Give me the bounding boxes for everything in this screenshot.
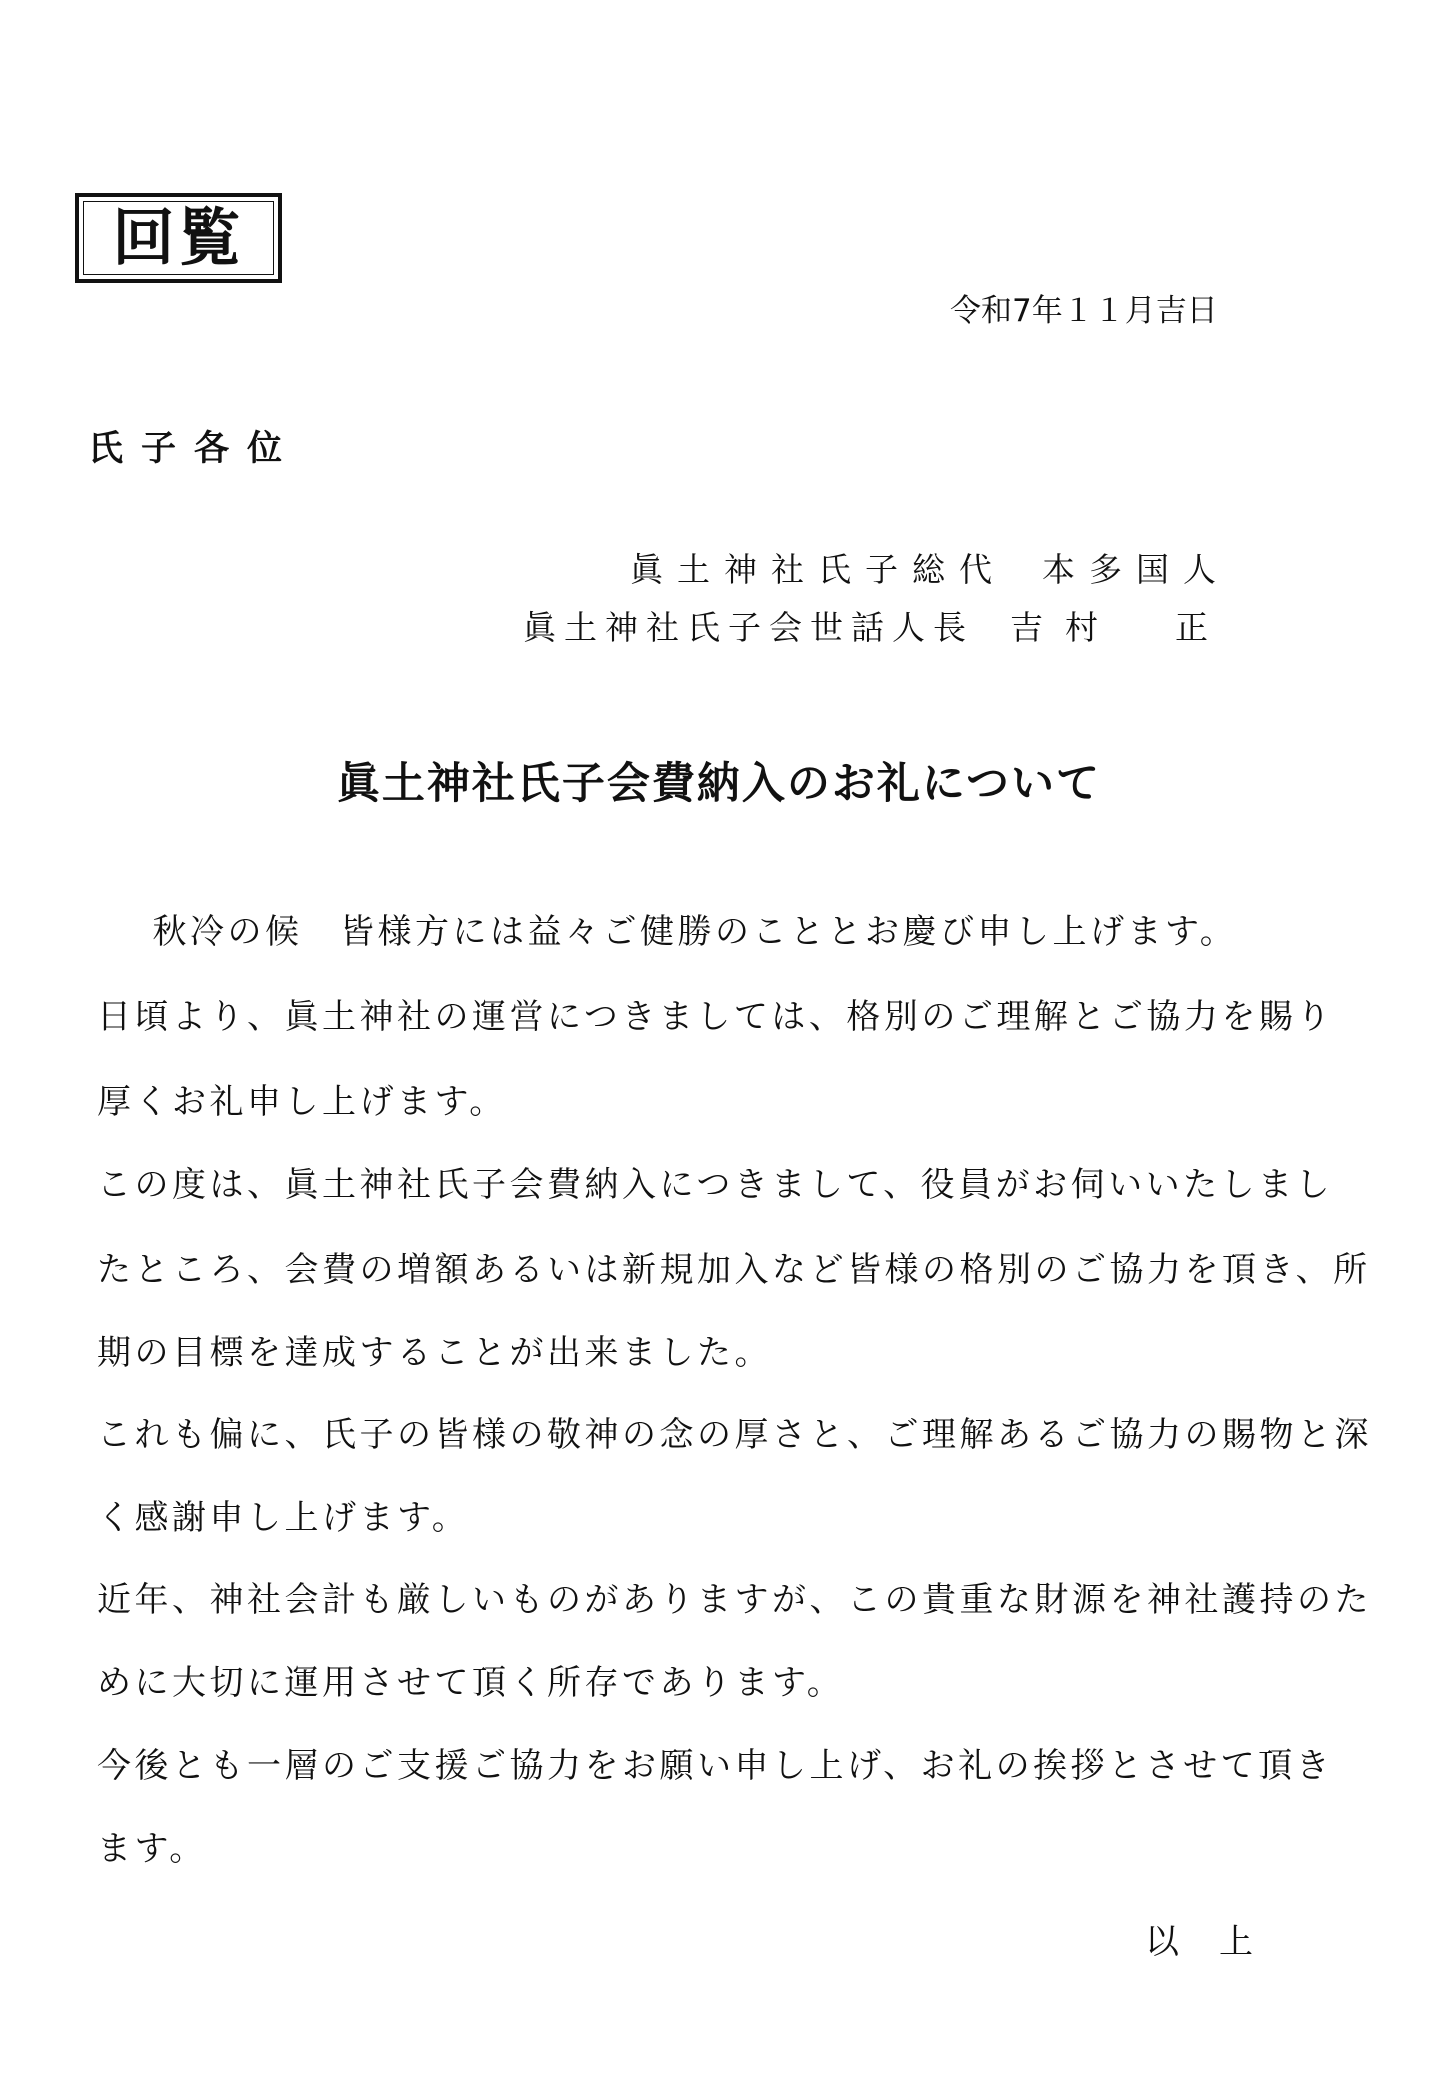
body-paragraph-line: 秋冷の候 皆様方には益々ご健勝のこととお慶び申し上げます。 <box>115 912 1238 952</box>
body-paragraph-line: たところ、会費の増額あるいは新規加入など皆様の格別のご協力を頂き、所 <box>97 1250 1371 1290</box>
body-paragraph-line: この度は、眞土神社氏子会費納入につきまして、役員がお伺いいたしまし <box>97 1165 1334 1205</box>
body-paragraph-line: めに大切に運用させて頂く所存であります。 <box>97 1663 845 1703</box>
body-paragraph-line: ます。 <box>97 1829 207 1869</box>
sender-line <box>523 606 1230 650</box>
body-paragraph-line: これも偏に、氏子の皆様の敬神の念の厚さと、ご理解あるご協力の賜物と深 <box>97 1415 1372 1455</box>
document-title: 眞土神社氏子会費納入のお礼について <box>336 759 1102 809</box>
body-paragraph-line: 今後とも一層のご支援ご協力をお願い申し上げ、お礼の挨拶とさせて頂き <box>97 1746 1334 1786</box>
sender-name: 本多国人 <box>1042 550 1230 589</box>
sender-line <box>630 548 1230 592</box>
issue-date: 令和7年１１月吉日 <box>950 293 1218 329</box>
body-paragraph-line: 厚くお礼申し上げます。 <box>97 1082 507 1122</box>
sender-role: 眞土神社氏子会世話人長 <box>523 608 974 647</box>
sender-role: 眞土神社氏子総代 <box>630 550 1006 589</box>
body-paragraph-line: 期の目標を達成することが出来ました。 <box>97 1333 772 1373</box>
body-paragraph-line: 日頃より、眞土神社の運営につきましては、格別のご理解とご協力を賜り <box>97 997 1334 1037</box>
closing-remark: 以上 <box>1145 1922 1293 1962</box>
addressee: 氏子各位 <box>88 429 301 469</box>
body-paragraph-line: く感謝申し上げます。 <box>97 1498 470 1538</box>
stamp-label: 回覧 <box>112 201 245 274</box>
body-paragraph-line: 近年、神社会計も厳しいものがありますが、この貴重な財源を神社護持のた <box>97 1580 1372 1620</box>
circular-stamp <box>75 193 282 283</box>
sender-name: 吉村 正 <box>1010 608 1230 647</box>
